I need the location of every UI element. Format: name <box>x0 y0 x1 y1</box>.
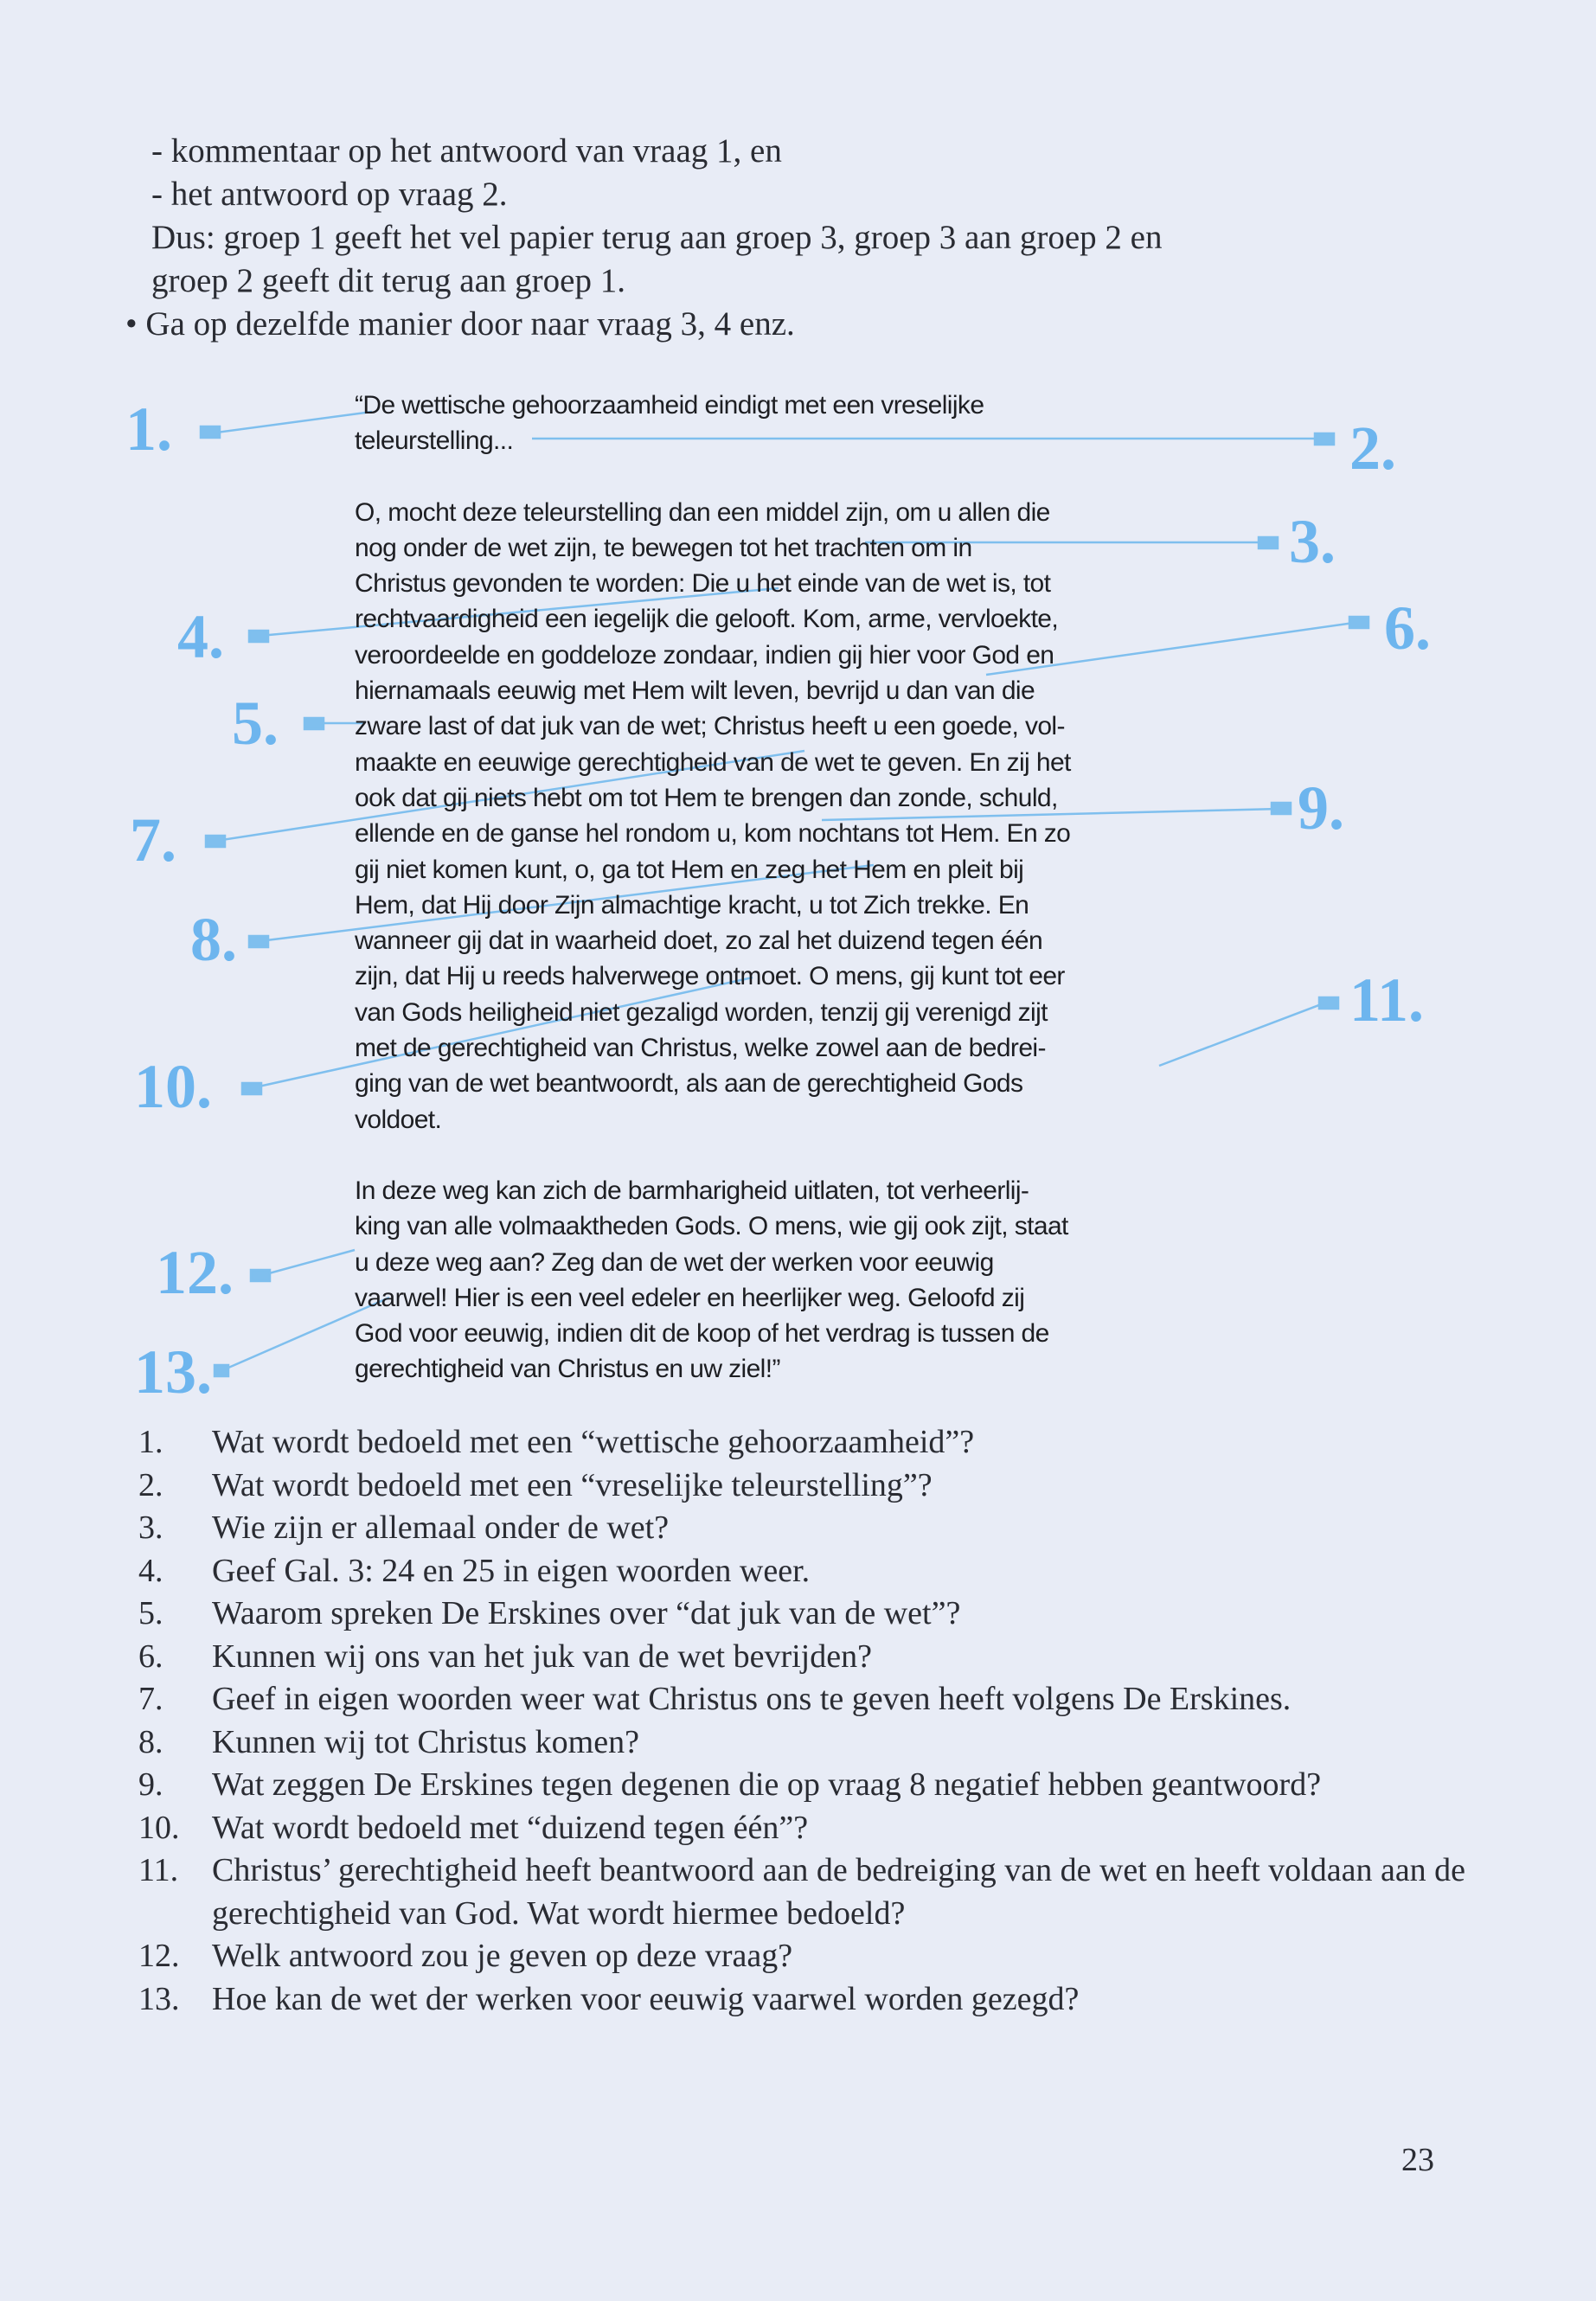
passage-line: maakte en eeuwige gerechtigheid van de wet te geven. En zij het <box>355 747 1071 777</box>
passage-line: “De wettische gehoorzaamheid eindigt met een vreselijke <box>355 391 984 420</box>
question-number: 2. <box>138 1466 163 1503</box>
passage-line: met de gerechtigheid van Christus, welke zowel aan de bedrei- <box>355 1034 1046 1063</box>
question-text: Kunnen wij tot Christus komen? <box>212 1723 639 1760</box>
passage-line: veroordeelde en goddeloze zondaar, indien gij hier voor God en <box>355 640 1054 670</box>
intro-line: groep 2 geeft dit terug aan groep 1. <box>151 262 625 299</box>
passage-line: ook dat gij niets hebt om tot Hem te brengen dan zonde, schuld, <box>355 783 1058 812</box>
passage-line: Hem, dat Hij door Zijn almachtige kracht, u tot Zich trekke. En <box>355 890 1029 920</box>
passage-line: vaarwel! Hier is een veel edeler en heerlijker weg. Geloofd zij <box>355 1283 1025 1312</box>
question-number: 5. <box>138 1595 163 1631</box>
marker-13: 13. <box>134 1337 212 1407</box>
passage-line: zware last of dat juk van de wet; Christus heeft u een goede, vol- <box>355 712 1065 741</box>
marker-3: 3. <box>1289 507 1336 576</box>
marker-4: 4. <box>177 602 224 671</box>
question-number: 9. <box>138 1766 163 1803</box>
passage-line: gerechtigheid van Christus en uw ziel!” <box>355 1355 780 1384</box>
question-item <box>138 1849 1509 1935</box>
passage-paragraph <box>355 495 1289 1138</box>
passage-line: teleurstelling... <box>355 426 514 456</box>
question-item <box>138 1935 1509 1978</box>
question-item <box>138 1636 1509 1679</box>
question-number: 6. <box>138 1638 163 1675</box>
quoted-passage <box>355 388 1289 1423</box>
passage-line: ging van de wet beantwoordt, als aan de gerechtigheid Gods <box>355 1069 1023 1099</box>
marker-11: 11. <box>1349 965 1425 1035</box>
question-text: Welk antwoord zou je geven op deze vraag? <box>212 1938 793 1974</box>
question-text: Wie zijn er allemaal onder de wet? <box>212 1509 670 1546</box>
marker-12: 12. <box>156 1238 234 1307</box>
passage-line: king van alle volmaaktheden Gods. O mens, wie gij ook zijt, staat <box>355 1212 1068 1241</box>
question-number: 4. <box>138 1552 163 1589</box>
question-number: 8. <box>138 1723 163 1760</box>
question-list <box>138 1421 1509 2021</box>
page-number: 23 <box>1401 2142 1434 2178</box>
passage-line: van Gods heiligheid niet gezaligd worden, tenzij gij verenigd zijt <box>355 997 1048 1027</box>
passage-line: wanneer gij dat in waarheid doet, zo zal het duizend tegen één <box>355 926 1043 956</box>
question-text: Wat wordt bedoeld met “duizend tegen één”? <box>212 1809 809 1846</box>
marker-1: 1. <box>125 394 172 464</box>
passage-line: ellende en de ganse hel rondom u, kom nochtans tot Hem. En zo <box>355 819 1071 849</box>
question-number: 3. <box>138 1509 163 1546</box>
passage-line: hiernamaals eeuwig met Hem wilt leven, bevrijd u dan van die <box>355 676 1035 706</box>
marker-9: 9. <box>1298 773 1344 843</box>
question-text: Kunnen wij ons van het juk van de wet bevrijden? <box>212 1638 872 1675</box>
question-item <box>138 1593 1509 1636</box>
question-number: 10. <box>138 1809 180 1846</box>
passage-paragraph <box>355 388 1289 459</box>
question-text: Geef Gal. 3: 24 en 25 in eigen woorden weer. <box>212 1552 811 1589</box>
question-item <box>138 1721 1509 1765</box>
passage-line: u deze weg aan? Zeg dan de wet der werken voor eeuwig <box>355 1247 994 1277</box>
passage-line: O, mocht deze teleurstelling dan een middel zijn, om u allen die <box>355 497 1050 527</box>
marker-2: 2. <box>1349 413 1396 483</box>
question-item <box>138 1465 1509 1508</box>
passage-line: zijn, dat Hij u reeds halverwege ontmoet. O mens, gij kunt tot eer <box>355 962 1065 991</box>
question-item <box>138 1678 1509 1721</box>
question-item <box>138 1507 1509 1550</box>
question-number: 11. <box>138 1852 179 1888</box>
question-text: Waarom spreken De Erskines over “dat juk van de wet”? <box>212 1595 961 1631</box>
question-text: Wat zeggen De Erskines tegen degenen die op vraag 8 negatief hebben geantwoord? <box>212 1766 1322 1803</box>
marker-7: 7. <box>130 805 176 875</box>
question-text: Wat wordt bedoeld met een “wettische gehoorzaamheid”? <box>212 1424 975 1460</box>
question-item <box>138 1764 1509 1807</box>
passage-line: gij niet komen kunt, o, ga tot Hem en zeg het Hem en pleit bij <box>355 855 1024 884</box>
intro-line: - kommentaar op het antwoord van vraag 1, en <box>151 132 782 170</box>
question-text: Geef in eigen woorden weer wat Christus ons te geven heeft volgens De Erskines. <box>212 1681 1292 1717</box>
passage-line: God voor eeuwig, indien dit de koop of het verdrag is tussen de <box>355 1319 1049 1349</box>
question-text: Wat wordt bedoeld met een “vreselijke teleurstelling”? <box>212 1466 933 1503</box>
passage-paragraph <box>355 1173 1289 1388</box>
marker-10: 10. <box>134 1052 212 1121</box>
question-number: 13. <box>138 1980 180 2017</box>
passage-line: nog onder de wet zijn, te bewegen tot het trachten om in <box>355 533 972 562</box>
passage-line: voldoet. <box>355 1105 442 1134</box>
marker-6: 6. <box>1384 593 1431 663</box>
question-number: 7. <box>138 1681 163 1717</box>
marker-5: 5. <box>232 689 279 758</box>
marker-8: 8. <box>190 905 237 974</box>
pointer-line-12 <box>260 1250 355 1276</box>
question-number: 12. <box>138 1938 180 1974</box>
intro-line: - het antwoord op vraag 2. <box>151 176 508 213</box>
intro-line: Dus: groep 1 geeft het vel papier terug aan groep 3, groep 3 aan groep 2 en <box>151 219 1163 256</box>
question-item <box>138 1550 1509 1593</box>
intro-bullet: • Ga op dezelfde manier door naar vraag 3, 4 enz. <box>125 305 795 343</box>
question-item <box>138 1421 1509 1465</box>
question-item <box>138 1978 1509 2022</box>
question-number: 1. <box>138 1424 163 1460</box>
passage-line: Christus gevonden te worden: Die u het einde van de wet is, tot <box>355 569 1051 599</box>
question-text: Christus’ gerechtigheid heeft beantwoord aan de bedreiging van de wet en heeft voldaan aan de gerechtigheid van God. Wat wordt hiermee bedoeld? <box>212 1852 1466 1932</box>
question-item <box>138 1807 1509 1850</box>
pointer-line-1 <box>216 412 372 433</box>
passage-line: In deze weg kan zich de barmharigheid uitlaten, tot verheerlij- <box>355 1176 1029 1205</box>
question-text: Hoe kan de wet der werken voor eeuwig vaarwel worden gezegd? <box>212 1980 1080 2017</box>
passage-line: rechtvaardigheid een iegelijk die gelooft. Kom, arme, vervloekte, <box>355 605 1059 634</box>
